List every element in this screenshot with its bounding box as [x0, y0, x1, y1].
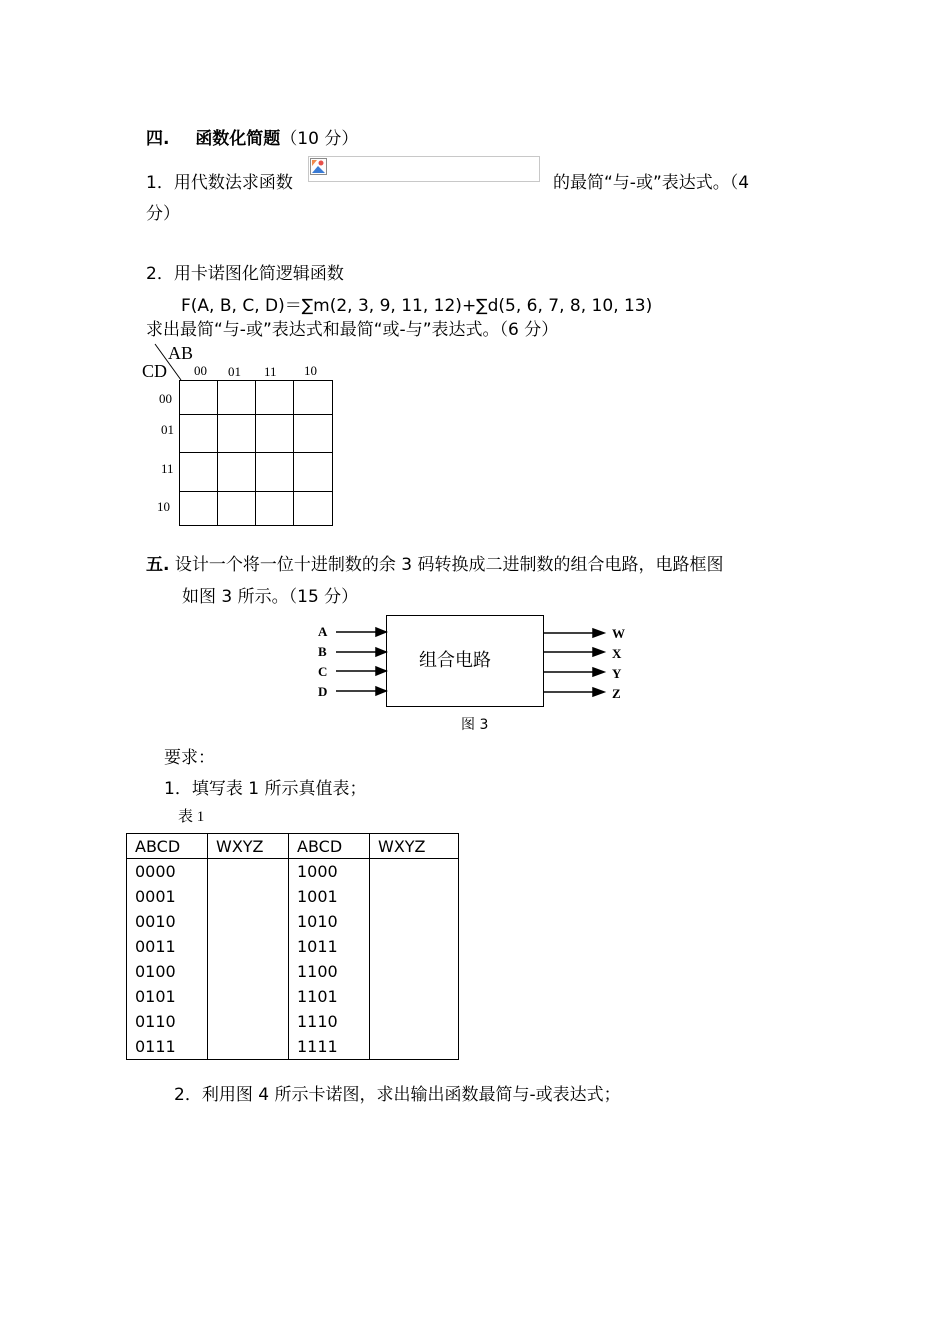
table-row	[127, 884, 459, 909]
requirement-2: 2．利用图 4 所示卡诺图，求出输出函数最简与-或表达式；	[174, 1085, 621, 1105]
table-cell[interactable]	[208, 884, 289, 909]
table-caption: 表 1	[178, 809, 205, 825]
table-cell[interactable]	[208, 1009, 289, 1034]
section4-heading	[146, 124, 358, 149]
table-header-cell: ABCD	[289, 834, 370, 859]
q2-line1: 2．用卡诺图化简逻辑函数	[146, 264, 344, 284]
section5-text: 设计一个将一位十进制数的余 3 码转换成二进制数的组合电路，电路框图	[174, 555, 724, 575]
table-cell[interactable]	[208, 934, 289, 959]
arrow-right-icon	[593, 629, 604, 637]
requirement-1: 1．填写表 1 所示真值表；	[164, 779, 367, 799]
table-cell: 1000	[289, 859, 370, 885]
table-cell: 1010	[289, 909, 370, 934]
requirements-title: 要求：	[164, 748, 215, 768]
arrow-right-icon	[376, 667, 386, 675]
table-header-cell: ABCD	[127, 834, 208, 859]
table-row	[127, 934, 459, 959]
table-cell: 1111	[289, 1034, 370, 1060]
figure-caption: 图 3	[461, 717, 489, 733]
table-cell[interactable]	[370, 959, 459, 984]
kmap-col-label: 01	[228, 364, 241, 379]
table-cell: 1100	[289, 959, 370, 984]
output-arrows	[544, 622, 608, 698]
table-row	[127, 859, 459, 885]
input-label: A	[318, 624, 328, 639]
input-label: B	[318, 644, 327, 659]
table-header-cell: WXYZ	[370, 834, 459, 859]
kmap-row-label: 00	[159, 391, 172, 406]
table-cell: 1001	[289, 884, 370, 909]
table-cell: 1011	[289, 934, 370, 959]
kmap-row-label: 10	[157, 499, 170, 514]
table-cell[interactable]	[208, 959, 289, 984]
input-label: C	[318, 664, 328, 679]
section4-points: （10 分）	[280, 129, 359, 149]
table-header-cell: WXYZ	[208, 834, 289, 859]
arrow-right-icon	[376, 628, 386, 636]
q2-formula: F(A, B, C, D)＝∑m(2, 3, 9, 11, 12)+∑d(5, 6, 7, 8, 10, 13)	[181, 296, 653, 316]
table-cell: 0000	[127, 859, 208, 885]
table-cell[interactable]	[208, 909, 289, 934]
table-cell[interactable]	[370, 1009, 459, 1034]
table-row	[127, 959, 459, 984]
input-arrows	[334, 622, 390, 698]
table-header-row	[127, 834, 459, 859]
table-row	[127, 909, 459, 934]
arrow-right-icon	[376, 648, 386, 656]
arrow-right-icon	[593, 668, 604, 676]
table-cell: 0111	[127, 1034, 208, 1060]
kmap-grid	[179, 380, 334, 527]
kmap-col-label: 10	[304, 363, 317, 378]
q1-continuation: 分）	[146, 204, 180, 224]
circuit-box-label: 组合电路	[419, 650, 491, 671]
output-label: Y	[612, 666, 622, 681]
section5-line1	[146, 550, 724, 575]
table-cell[interactable]	[370, 859, 459, 885]
table-cell[interactable]	[370, 884, 459, 909]
input-label: D	[318, 684, 328, 699]
kmap-row-var: CD	[142, 361, 168, 381]
arrow-right-icon	[376, 687, 386, 695]
table-row	[127, 1009, 459, 1034]
table-cell: 0110	[127, 1009, 208, 1034]
section5-number: 五.	[146, 555, 170, 575]
table-cell: 0101	[127, 984, 208, 1009]
table-cell[interactable]	[370, 1034, 459, 1060]
output-label: X	[612, 646, 622, 661]
table-cell[interactable]	[370, 934, 459, 959]
table-row	[127, 1034, 459, 1060]
q1-suffix: 的最简“与-或”表达式。（4	[553, 173, 750, 193]
section4-number: 四.	[146, 129, 170, 149]
table-cell: 0011	[127, 934, 208, 959]
table-cell[interactable]	[370, 909, 459, 934]
table-cell: 0010	[127, 909, 208, 934]
table-cell[interactable]	[370, 984, 459, 1009]
section5-line2: 如图 3 所示。（15 分）	[182, 587, 359, 607]
output-label: Z	[612, 686, 621, 701]
q2-line3: 求出最简“与-或”表达式和最简“或-与”表达式。（6 分）	[146, 320, 559, 340]
section4-title: 函数化简题	[195, 129, 281, 149]
table-cell[interactable]	[208, 859, 289, 885]
kmap-col-var: AB	[168, 343, 194, 363]
kmap-row-label: 01	[161, 422, 174, 437]
kmap-col-label: 00	[194, 363, 207, 378]
arrow-right-icon	[593, 688, 604, 696]
table-cell: 0100	[127, 959, 208, 984]
kmap-row-label: 11	[161, 461, 174, 476]
table-cell: 1101	[289, 984, 370, 1009]
broken-image-icon	[310, 158, 327, 175]
table-cell: 1110	[289, 1009, 370, 1034]
table-cell[interactable]	[208, 984, 289, 1009]
truth-table	[126, 833, 459, 1060]
arrow-right-icon	[593, 648, 604, 656]
table-row	[127, 984, 459, 1009]
kmap-col-label: 11	[264, 364, 277, 379]
output-label: W	[612, 626, 625, 641]
q1-prefix: 1．用代数法求函数	[146, 173, 293, 193]
broken-image-placeholder	[308, 156, 540, 182]
table-cell: 0001	[127, 884, 208, 909]
table-cell[interactable]	[208, 1034, 289, 1060]
